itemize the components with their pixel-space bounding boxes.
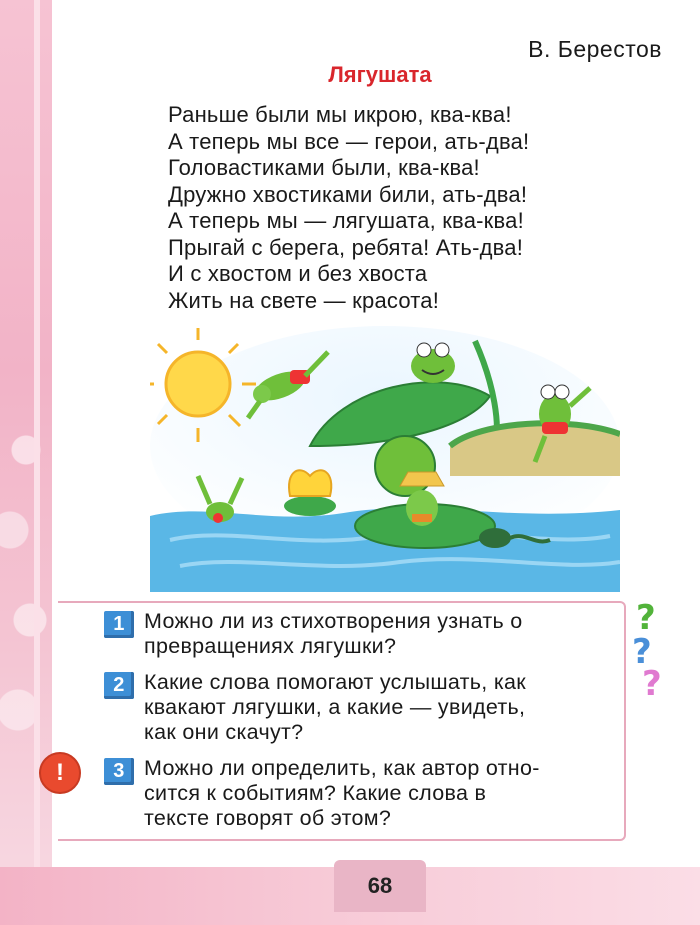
question-line: Можно ли определить, как автор отно- (144, 756, 540, 780)
poem-line: И с хвостом и без хвоста (168, 261, 428, 286)
water-lily-icon (284, 470, 336, 516)
question-line: сится к событиям? Какие слова в (144, 781, 487, 805)
author-name: В. Берестов (528, 36, 662, 62)
poem-line: Прыгай с берега, ребята! Ать-два! (168, 234, 524, 260)
question-text (144, 670, 624, 745)
question-number-badge: 3 (104, 758, 134, 785)
question-line: квакают лягушки, а какие — увидеть, (144, 695, 526, 719)
question-text (144, 756, 624, 831)
question-marks-icon (632, 598, 672, 712)
question-number-badge: 2 (104, 672, 134, 699)
poem-text (168, 102, 529, 314)
page-number: 68 (334, 860, 426, 912)
question-mark: ? (632, 632, 652, 672)
question-line: тексте говорят об этом? (144, 806, 392, 830)
poem-line: А теперь мы — лягушата, ква-ква! (168, 208, 524, 233)
question-line: как они скачут? (144, 720, 304, 744)
question-text (144, 609, 624, 659)
question-line: Какие слова помогают услышать, как (144, 670, 526, 694)
poem-line: Дружно хвостиками били, ать-два! (168, 181, 528, 207)
band-stripe (34, 0, 40, 925)
question-number-badge: 1 (104, 611, 134, 638)
frogs-pond-illustration (150, 326, 620, 592)
poem-line: Жить на свете — красота! (168, 287, 440, 313)
sitting-frog-icon (411, 343, 455, 383)
floral-pattern (0, 410, 52, 790)
exclamation-icon: ! (39, 752, 81, 794)
round-leaf (375, 436, 435, 496)
poem-line: А теперь мы все — герои, ать-два! (168, 128, 530, 154)
poem-line: Головастиками были, ква-ква! (168, 155, 480, 180)
poem-title: Лягушата (328, 62, 432, 87)
question-mark: ? (642, 664, 662, 704)
question-mark: ? (636, 598, 656, 638)
poem-line: Раньше были мы икрою, ква-ква! (168, 102, 512, 127)
question-line: превращениях лягушки? (144, 634, 397, 658)
question-line: Можно ли из стихотворения узнать о (144, 609, 523, 633)
